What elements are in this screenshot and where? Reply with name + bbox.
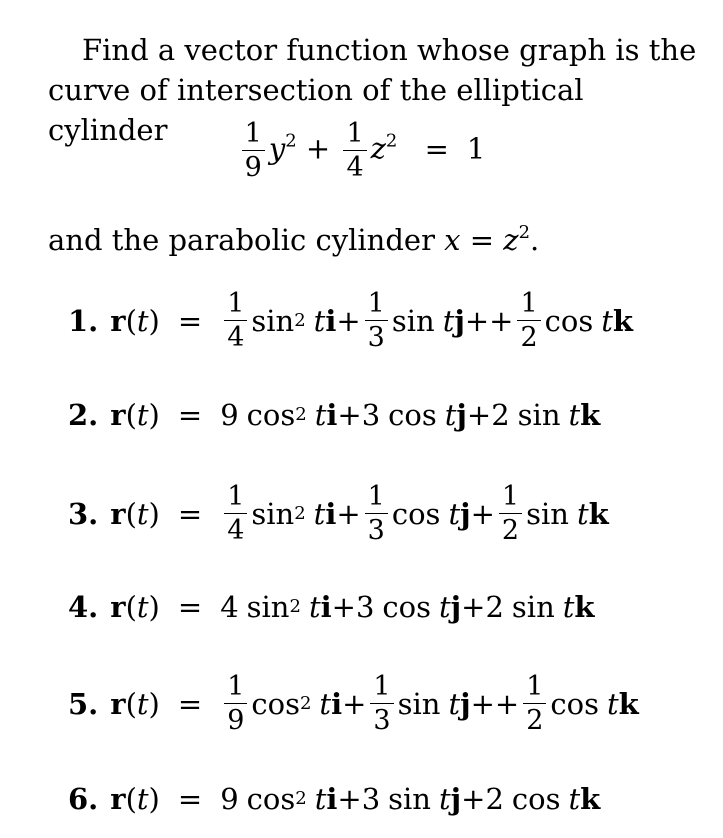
answer-choice-2[interactable]: 2. r ( t ) = 9 cos 2 t i + 3 cos t j + 2 sin t k (68, 398, 601, 432)
elliptical-cylinder-equation: $\frac{1}{9}$ $y^2$ + $\frac{1}{4}$ $z^2 = 1$ (0, 120, 723, 181)
fraction: $\frac{1}{4}$ (343, 120, 366, 181)
answer-choice-1[interactable]: 1. r ( t ) = $\frac{1}{4}$ sin 2 t i + $\frac{1}{3}$ sin t j ++ $\frac{1}{2}$ cos t k (68, 288, 633, 353)
answer-choice-4[interactable]: 4. r ( t ) = 4 sin 2 t i + 3 cos t j + 2 sin t k (68, 590, 595, 624)
tail-text: and the parabolic cylinder (48, 223, 435, 257)
equation-rhs: 1 (466, 131, 486, 166)
fraction: $\frac{1}{9}$ (242, 120, 265, 181)
answer-choice-6[interactable]: 6. r ( t ) = 9 cos 2 t i + 3 sin t j + 2 cos t k (68, 782, 601, 816)
intro-line-1: Find a vector function whose graph is the (82, 33, 697, 67)
answer-choice-3[interactable]: 3. r ( t ) = $\frac{1}{4}$ sin 2 t i + $\frac{1}{3}$ cos t j + $\frac{1}{2}$ sin t k (68, 481, 609, 546)
parabolic-cylinder-text: and the parabolic cylinder $x = z^2$. (48, 222, 540, 257)
intro-line-2: curve of intersection of the elliptical cylinder (48, 73, 584, 147)
answer-choice-5[interactable]: 5. r ( t ) = $\frac{1}{9}$ cos 2 t i + $\frac{1}{3}$ sin t j ++ $\frac{1}{2}$ cos t k (68, 671, 639, 736)
